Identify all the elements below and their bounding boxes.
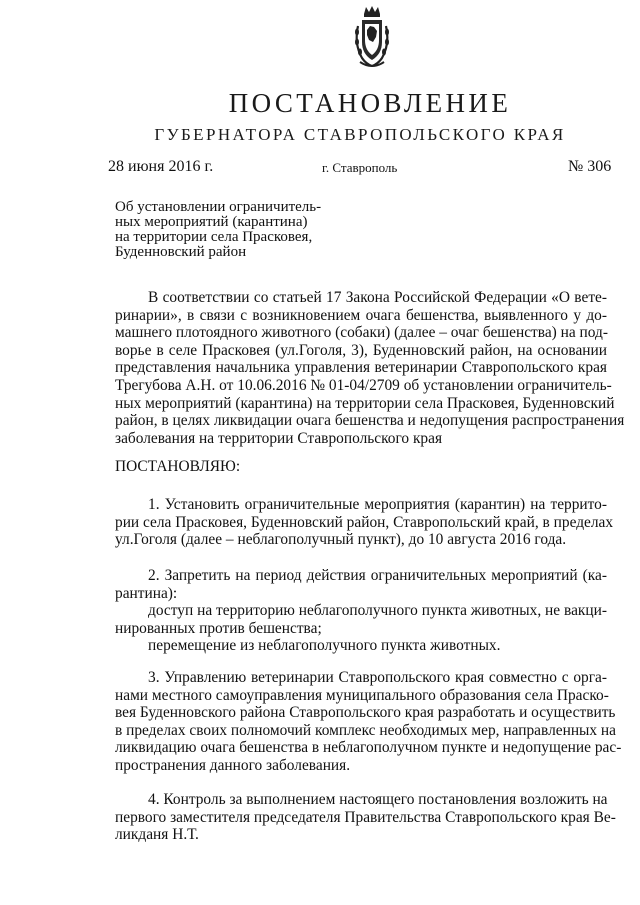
paragraph-line: район, в целях ликвидации очага бешенства и недопущения распространения xyxy=(115,412,625,430)
document-subtitle: ГУБЕРНАТОРА СТАВРОПОЛЬСКОГО КРАЯ xyxy=(154,125,566,144)
paragraph-line: 1. Установить ограничительные мероприятия (карантин) на террито- xyxy=(148,496,607,513)
document-title: ПОСТАНОВЛЕНИЕ xyxy=(228,88,512,118)
paragraph-line: В соответствии со статьей 17 Закона Российской Федерации «О вете- xyxy=(148,289,607,306)
paragraph-line: пространения данного заболевания. xyxy=(115,756,351,774)
paragraph-line: вея Буденновского района Ставропольского края разработать и осуществить xyxy=(115,704,616,722)
item-1-paragraph xyxy=(115,496,614,549)
paragraph-line: ул.Гоголя (далее – неблагополучный пункт), до 10 августа 2016 года. xyxy=(115,531,567,549)
preamble-paragraph xyxy=(115,289,625,447)
subject-line: на территории села Прасковея, xyxy=(115,229,313,245)
paragraph-line: 4. Контроль за выполнением настоящего постановления возложить на xyxy=(148,791,608,808)
subject-line: ных мероприятий (карантина) xyxy=(115,214,308,230)
paragraph-line: нами местного самоуправления муниципального образования села Праско- xyxy=(115,686,609,704)
item-3-paragraph xyxy=(115,669,622,775)
decree-word-text: ПОСТАНОВЛЯЮ: xyxy=(115,458,241,475)
document-number: № 306 xyxy=(568,158,612,175)
item-2-paragraph xyxy=(115,567,607,655)
paragraph-line: ринарии», в связи с возникновением очага бешенства, выявленного у до- xyxy=(115,306,607,324)
document-subject xyxy=(115,200,385,260)
paragraph-line: Трегубова А.Н. от 10.06.2016 № 01-04/2709 об установлении ограничитель- xyxy=(115,376,612,394)
coat-of-arms-icon xyxy=(352,4,392,70)
paragraph-line: заболевания на территории Ставропольского края xyxy=(115,429,443,447)
paragraph-line: рии села Прасковея, Буденновский район, Ставропольский край, в пределах xyxy=(115,513,614,531)
paragraph-line: ных мероприятий (карантина) на территории села Прасковея, Буденновский xyxy=(115,394,615,412)
paragraph-line: машнего плотоядного животного (собаки) (далее – очаг бешенства) на под- xyxy=(115,324,609,342)
decree-word xyxy=(115,458,607,476)
paragraph-line: доступ на территорию неблагополучного пункта животных, не вакци- xyxy=(148,602,607,620)
subject-line: Об установлении ограничитель- xyxy=(115,199,322,215)
item-4-paragraph xyxy=(115,791,616,844)
paragraph-line: 2. Запретить на период действия ограничительных мероприятий (ка- xyxy=(148,567,607,584)
paragraph-line: ворье в селе Прасковея (ул.Гоголя, 3), Буденновский район, на основании xyxy=(115,341,607,359)
paragraph-line: нированных против бешенства; xyxy=(115,619,322,637)
paragraph-line: ликвидацию очага бешенства в неблагополучном пункте и недопущение рас- xyxy=(115,739,622,757)
subject-line: Буденновский район xyxy=(115,244,247,260)
paragraph-line: в пределах своих полномочий комплекс необходимых мер, направленных на xyxy=(115,721,617,739)
paragraph-line: ликданя Н.Т. xyxy=(115,826,199,844)
paragraph-line: перемещение из неблагополучного пункта животных. xyxy=(148,637,501,655)
paragraph-line: представления начальника управления ветеринарии Ставропольского края xyxy=(115,359,607,377)
document-date: 28 июня 2016 г. xyxy=(108,158,214,175)
document-city: г. Ставрополь xyxy=(322,160,398,175)
paragraph-line: рантина): xyxy=(115,584,178,602)
paragraph-line: первого заместителя председателя Правительства Ставропольского края Ве- xyxy=(115,808,616,826)
paragraph-line: 3. Управлению ветеринарии Ставропольского края совместно с орга- xyxy=(148,669,607,686)
